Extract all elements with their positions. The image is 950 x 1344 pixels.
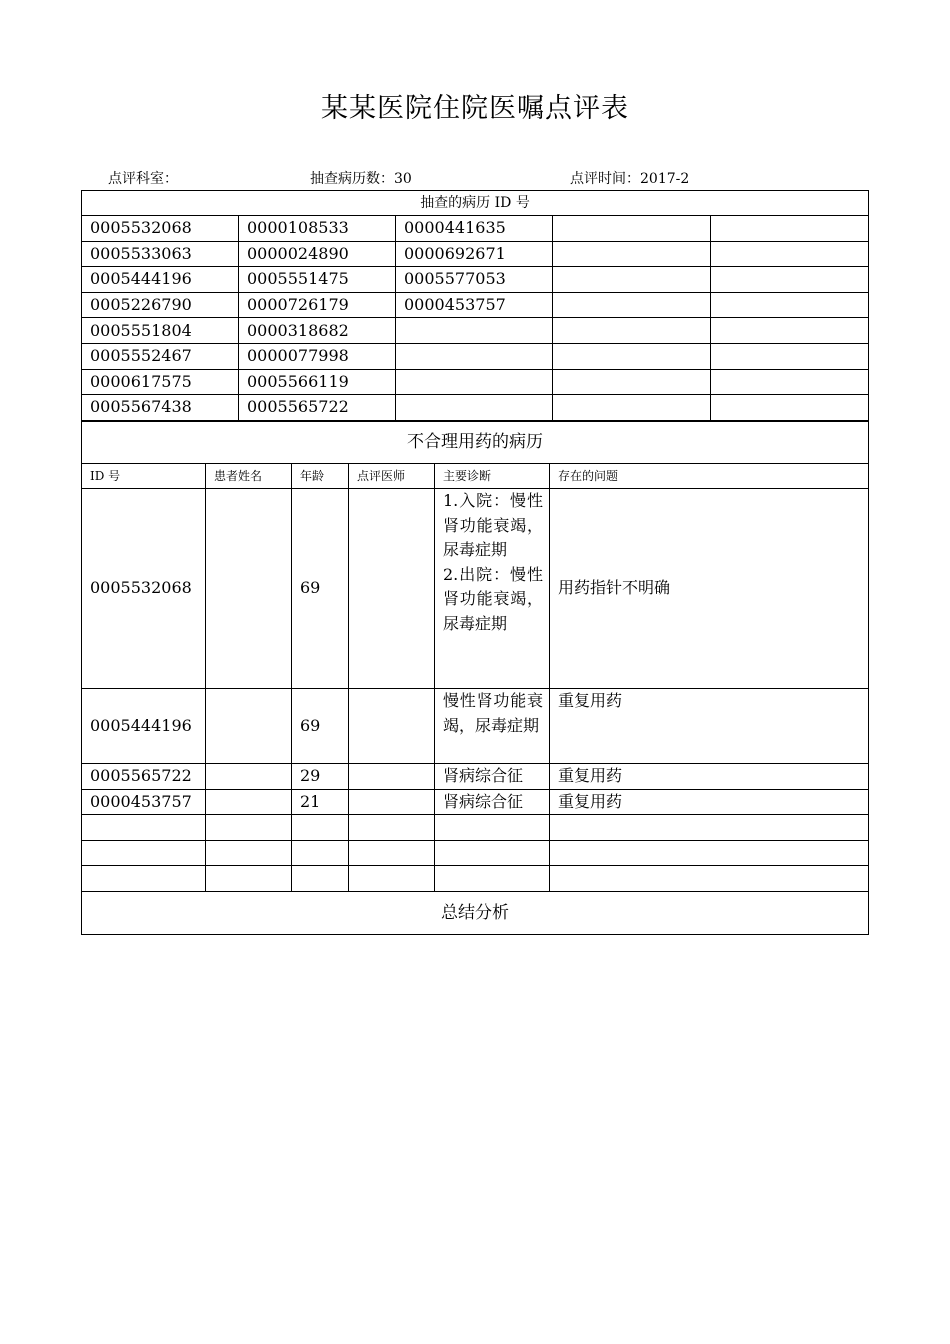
record-id: 0005532068 bbox=[82, 489, 206, 689]
record-id: 0000453757 bbox=[82, 789, 206, 815]
id-cell bbox=[711, 292, 869, 318]
diagnosis-line: 1.入院：慢性肾功能衰竭，尿毒症期 bbox=[443, 491, 543, 559]
main-diagnosis bbox=[435, 689, 550, 764]
patient-age: 21 bbox=[292, 789, 349, 815]
id-cell bbox=[396, 395, 553, 421]
id-cell: 0005552467 bbox=[82, 343, 239, 369]
id-cell: 0005551475 bbox=[239, 267, 396, 293]
empty-row bbox=[82, 815, 869, 841]
id-cell: 0005226790 bbox=[82, 292, 239, 318]
main-diagnosis: 肾病综合征 bbox=[435, 764, 550, 790]
problem: 重复用药 bbox=[550, 764, 869, 790]
reviewer bbox=[349, 789, 435, 815]
table-row bbox=[82, 789, 869, 815]
column-header-diagnosis: 主要诊断 bbox=[435, 464, 550, 489]
id-cell bbox=[553, 318, 711, 344]
id-cell: 0005533063 bbox=[82, 241, 239, 267]
sample-count: 抽查病历数：30 bbox=[310, 171, 412, 187]
reviewer bbox=[349, 764, 435, 790]
id-cell: 0005565722 bbox=[239, 395, 396, 421]
id-cell: 0000318682 bbox=[239, 318, 396, 344]
id-row bbox=[82, 318, 869, 344]
id-cell: 0000726179 bbox=[239, 292, 396, 318]
id-cell: 0000077998 bbox=[239, 343, 396, 369]
id-row bbox=[82, 216, 869, 242]
id-cell: 0005532068 bbox=[82, 216, 239, 242]
id-row bbox=[82, 395, 869, 421]
id-cell bbox=[553, 369, 711, 395]
summary-analysis: 总结分析 bbox=[82, 891, 869, 934]
reviewer bbox=[349, 489, 435, 689]
diagnosis-line: 2.出院：慢性肾功能衰竭，尿毒症期 bbox=[443, 564, 543, 633]
column-header-patient-name: 患者姓名 bbox=[206, 464, 292, 489]
id-cell: 0005551804 bbox=[82, 318, 239, 344]
id-cell bbox=[711, 267, 869, 293]
patient-age: 29 bbox=[292, 764, 349, 790]
id-cell: 0005577053 bbox=[396, 267, 553, 293]
id-cell bbox=[711, 369, 869, 395]
sampled-id-header: 抽查的病历 ID 号 bbox=[82, 191, 869, 216]
id-cell bbox=[396, 318, 553, 344]
id-row bbox=[82, 343, 869, 369]
id-cell bbox=[711, 395, 869, 421]
table-row bbox=[82, 489, 869, 689]
id-cell bbox=[553, 292, 711, 318]
id-cell: 0000108533 bbox=[239, 216, 396, 242]
id-cell bbox=[553, 343, 711, 369]
id-cell bbox=[553, 267, 711, 293]
column-header-reviewer: 点评医师 bbox=[349, 464, 435, 489]
id-cell bbox=[711, 318, 869, 344]
column-header-id: ID 号 bbox=[82, 464, 206, 489]
id-cell bbox=[553, 216, 711, 242]
empty-row bbox=[82, 840, 869, 866]
patient-name bbox=[206, 764, 292, 790]
id-cell bbox=[396, 343, 553, 369]
id-cell: 0005444196 bbox=[82, 267, 239, 293]
diagnosis-line: 慢性肾功能衰竭，尿毒症期 bbox=[443, 691, 543, 735]
id-row bbox=[82, 267, 869, 293]
problem: 重复用药 bbox=[550, 789, 869, 815]
problem: 重复用药 bbox=[550, 689, 869, 764]
reviewer bbox=[349, 689, 435, 764]
id-row bbox=[82, 369, 869, 395]
patient-age: 69 bbox=[292, 689, 349, 764]
id-cell: 0000441635 bbox=[396, 216, 553, 242]
page-title: 某某医院住院医嘱点评表 bbox=[321, 93, 629, 124]
id-cell: 0000024890 bbox=[239, 241, 396, 267]
review-time: 点评时间：2017-2 bbox=[570, 171, 690, 187]
empty-row bbox=[82, 866, 869, 892]
table-row bbox=[82, 764, 869, 790]
id-cell bbox=[553, 395, 711, 421]
main-diagnosis bbox=[435, 489, 550, 689]
id-cell bbox=[553, 241, 711, 267]
patient-name bbox=[206, 789, 292, 815]
main-diagnosis: 肾病综合征 bbox=[435, 789, 550, 815]
id-cell: 0005566119 bbox=[239, 369, 396, 395]
column-header-age: 年龄 bbox=[292, 464, 349, 489]
id-cell bbox=[711, 343, 869, 369]
record-id: 0005565722 bbox=[82, 764, 206, 790]
id-cell: 0000617575 bbox=[82, 369, 239, 395]
id-cell: 0000453757 bbox=[396, 292, 553, 318]
patient-name bbox=[206, 689, 292, 764]
table-row bbox=[82, 689, 869, 764]
patient-age: 69 bbox=[292, 489, 349, 689]
irrational-medication-title: 不合理用药的病历 bbox=[82, 422, 869, 464]
id-cell bbox=[396, 369, 553, 395]
column-header-row bbox=[82, 464, 869, 489]
id-row bbox=[82, 292, 869, 318]
id-cell bbox=[711, 216, 869, 242]
patient-name bbox=[206, 489, 292, 689]
id-cell: 0000692671 bbox=[396, 241, 553, 267]
irrational-medication-table bbox=[81, 421, 869, 935]
problem: 用药指针不明确 bbox=[550, 489, 869, 689]
record-id: 0005444196 bbox=[82, 689, 206, 764]
id-cell bbox=[711, 241, 869, 267]
sampled-record-id-table bbox=[81, 190, 869, 421]
review-department: 点评科室： bbox=[108, 171, 178, 187]
id-cell: 0005567438 bbox=[82, 395, 239, 421]
id-row bbox=[82, 241, 869, 267]
column-header-problem: 存在的问题 bbox=[550, 464, 869, 489]
